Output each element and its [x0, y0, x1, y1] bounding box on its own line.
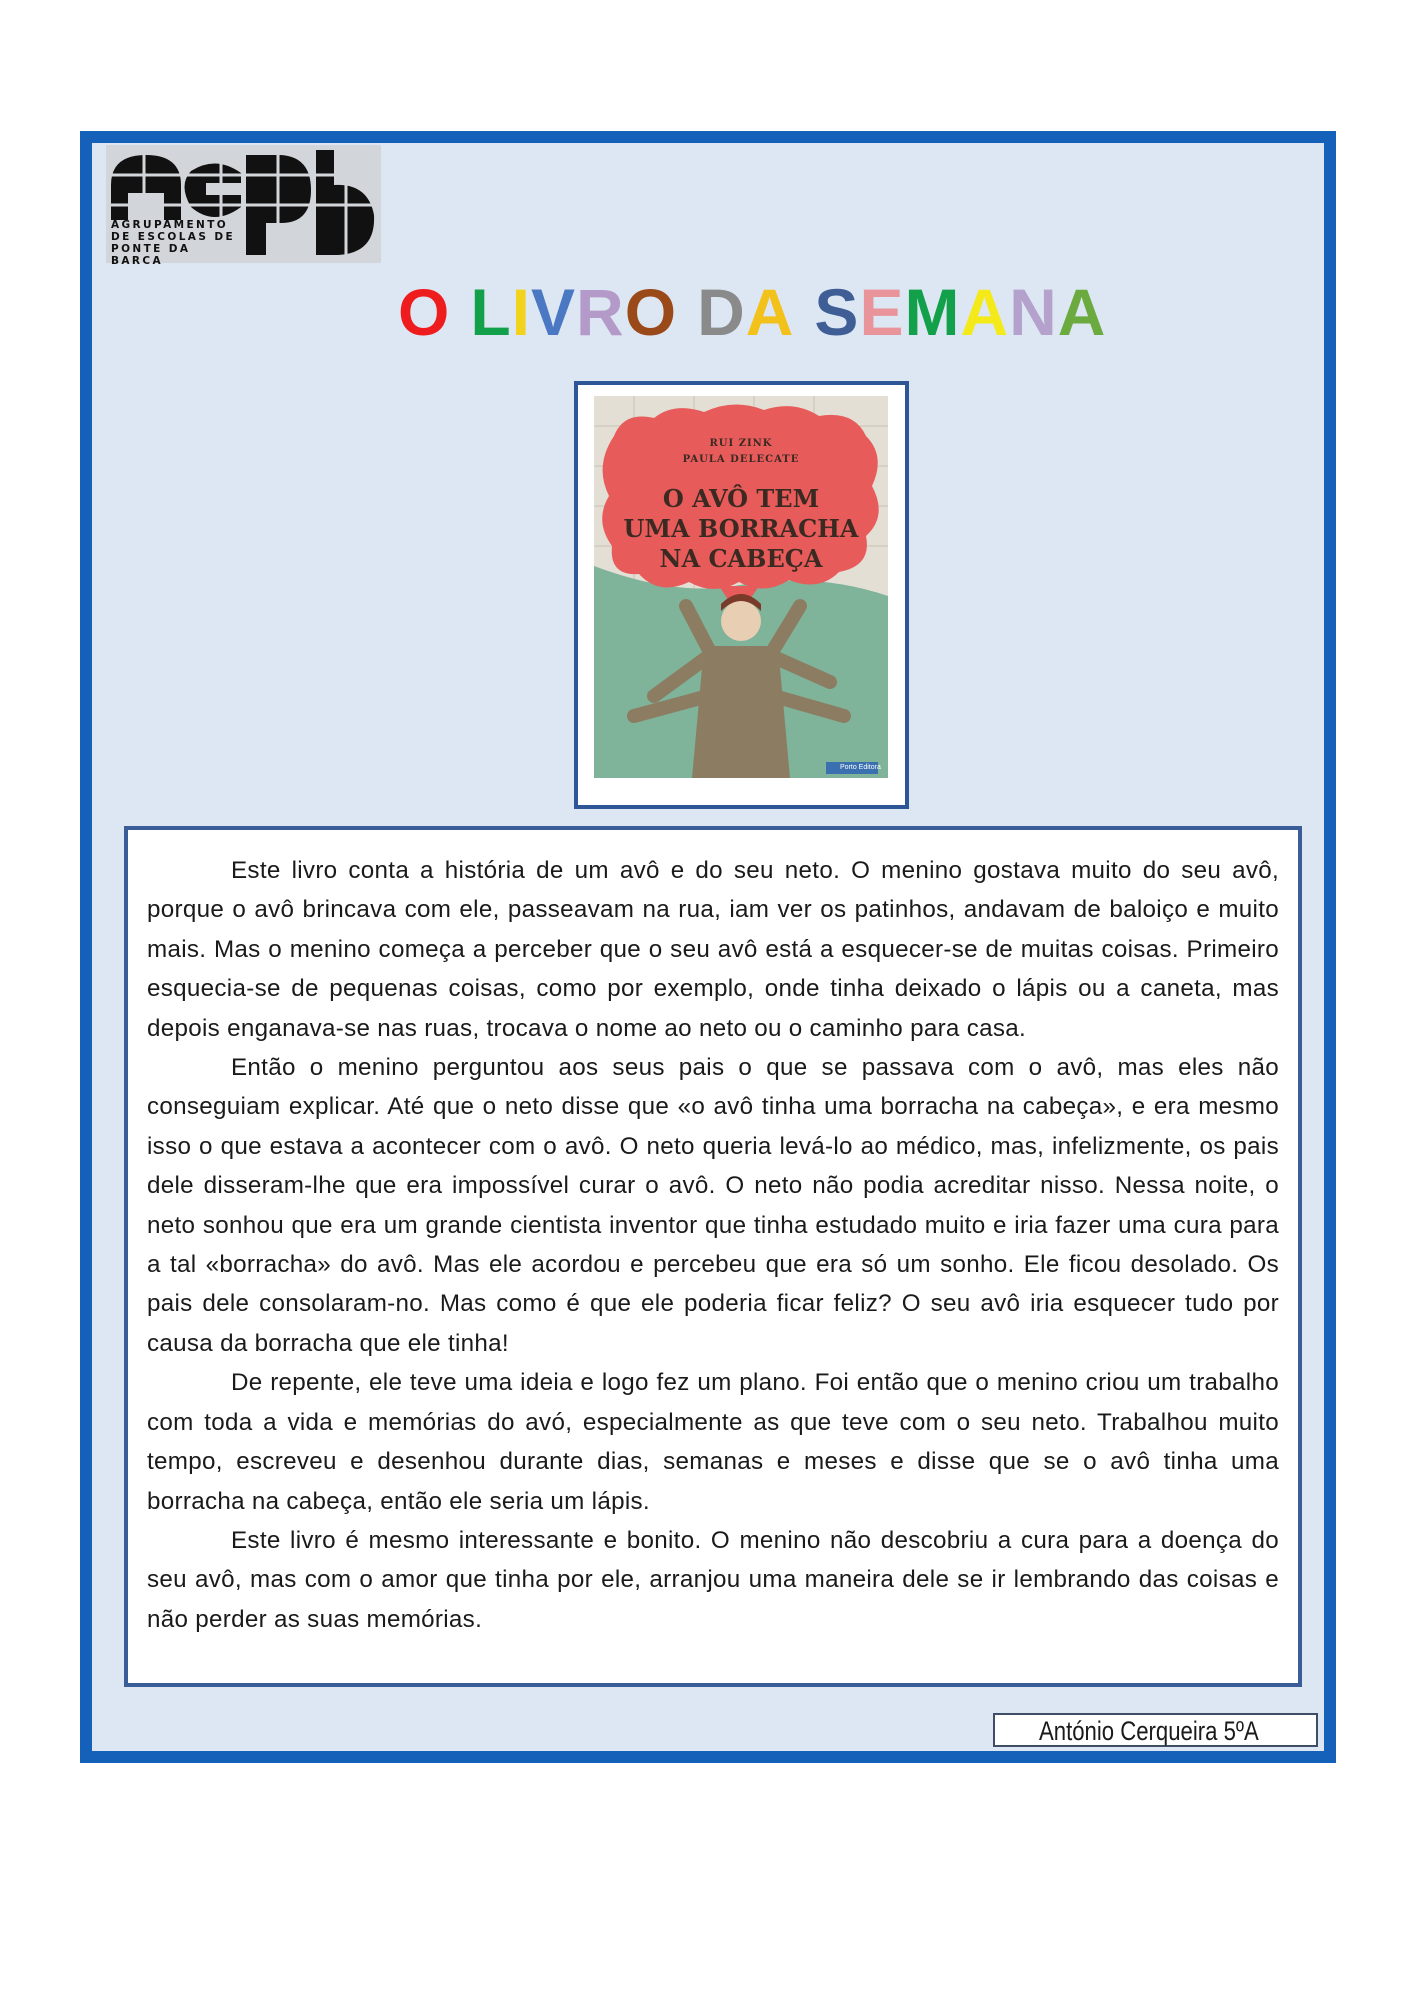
book-cover-title — [594, 484, 888, 574]
title-letter: N — [1009, 275, 1058, 349]
review-text-box — [124, 826, 1302, 1687]
title-letter: S — [814, 275, 860, 349]
book-author-1: RUI ZINK — [709, 438, 773, 449]
school-logo — [106, 145, 381, 267]
review-paragraph: De repente, ele teve uma ideia e logo fez um plano. Foi então que o menino criou um trabalho com toda a vida e memórias do avó, especialmente as que teve com o seu neto. Trabalhou muito tempo, escreveu e desenhou durante dias, semanas e meses e disse que se o avô tinha uma borracha na cabeça, então ele seria um lápis. — [147, 1369, 1279, 1515]
review-paragraph: Então o menino perguntou aos seus pais o que se passava com o avô, mas eles não conseguiam explicar. Até que o neto disse que «o avô tinha uma borracha na cabeça», e era mesmo isso o que estava a acontecer com o avô. O neto queria levá-lo ao médico, mas, infelizmente, os pais dele disseram-lhe que era impossível curar o avô. O neto não podia acreditar nisso. Nessa noite, o neto sonhou que era um grande cientista inventor que tinha estudado muito e iria fazer uma cura para a tal «borracha» do avô. Mas ele acordou e percebeu que era só um sonho. Ele ficou desolado. Os pais dele consolaram-no. Mas como é que ele poderia ficar feliz? O seu avô iria esquecer tudo por causa da borracha que ele tinha! — [147, 1054, 1279, 1357]
book-cover-publisher: Porto Editora — [840, 764, 881, 771]
book-title-line: NA CABEÇA — [659, 544, 823, 573]
author-name: António Cerqueira 5ºA — [1039, 1716, 1259, 1746]
review-paragraph: Este livro é mesmo interessante e bonito. O menino não descobriu a cura para a doença do seu avô, mas com o amor que tinha por ele, arranjou uma maneira dele se ir lembrando das coisas e não perder as suas memórias. — [147, 1526, 1279, 1633]
logo-caption — [111, 219, 241, 267]
title-letter: L — [470, 275, 512, 349]
title-letter: O — [398, 275, 451, 349]
title-letter — [450, 272, 470, 352]
title-letter: E — [859, 275, 905, 349]
title-letter — [794, 272, 814, 352]
title-letter: D — [697, 275, 746, 349]
author-box — [993, 1713, 1318, 1747]
book-title-line: UMA BORRACHA — [623, 514, 859, 543]
title-letter: V — [531, 275, 577, 349]
book-title-line: O AVÔ TEM — [662, 484, 820, 513]
title-letter — [677, 272, 697, 352]
book-cover-image — [594, 396, 888, 778]
title-letter: A — [745, 275, 795, 349]
logo-caption-line: PONTE DA BARCA — [111, 243, 191, 267]
title-letter: M — [904, 275, 961, 349]
book-author-2: PAULA DELECATE — [682, 454, 800, 465]
title-letter: R — [576, 275, 625, 349]
book-cover-authors — [594, 436, 888, 468]
title-letter: A — [960, 275, 1010, 349]
title-letter: O — [624, 275, 678, 349]
title-letter: I — [511, 275, 532, 349]
review-paragraph: Este livro conta a história de um avô e do seu neto. O menino gostava muito do seu avô, porque o avô brincava com ele, passeavam na rua, iam ver os patinhos, andavam de baloiço e muito mais. Mas o menino começa a perceber que o seu avô está a esquecer-se de muitas coisas. Primeiro esquecia-se de pequenas coisas, como por exemplo, onde tinha deixado o lápis ou a caneta, mas depois enganava-se nas ruas, trocava o nome ao neto ou o caminho para casa. — [147, 857, 1279, 1042]
logo-caption-line: AGRUPAMENTO — [111, 219, 229, 231]
title-letter: A — [1057, 275, 1107, 349]
logo-caption-line: DE ESCOLAS DE — [111, 231, 236, 243]
page-title — [398, 272, 1198, 352]
